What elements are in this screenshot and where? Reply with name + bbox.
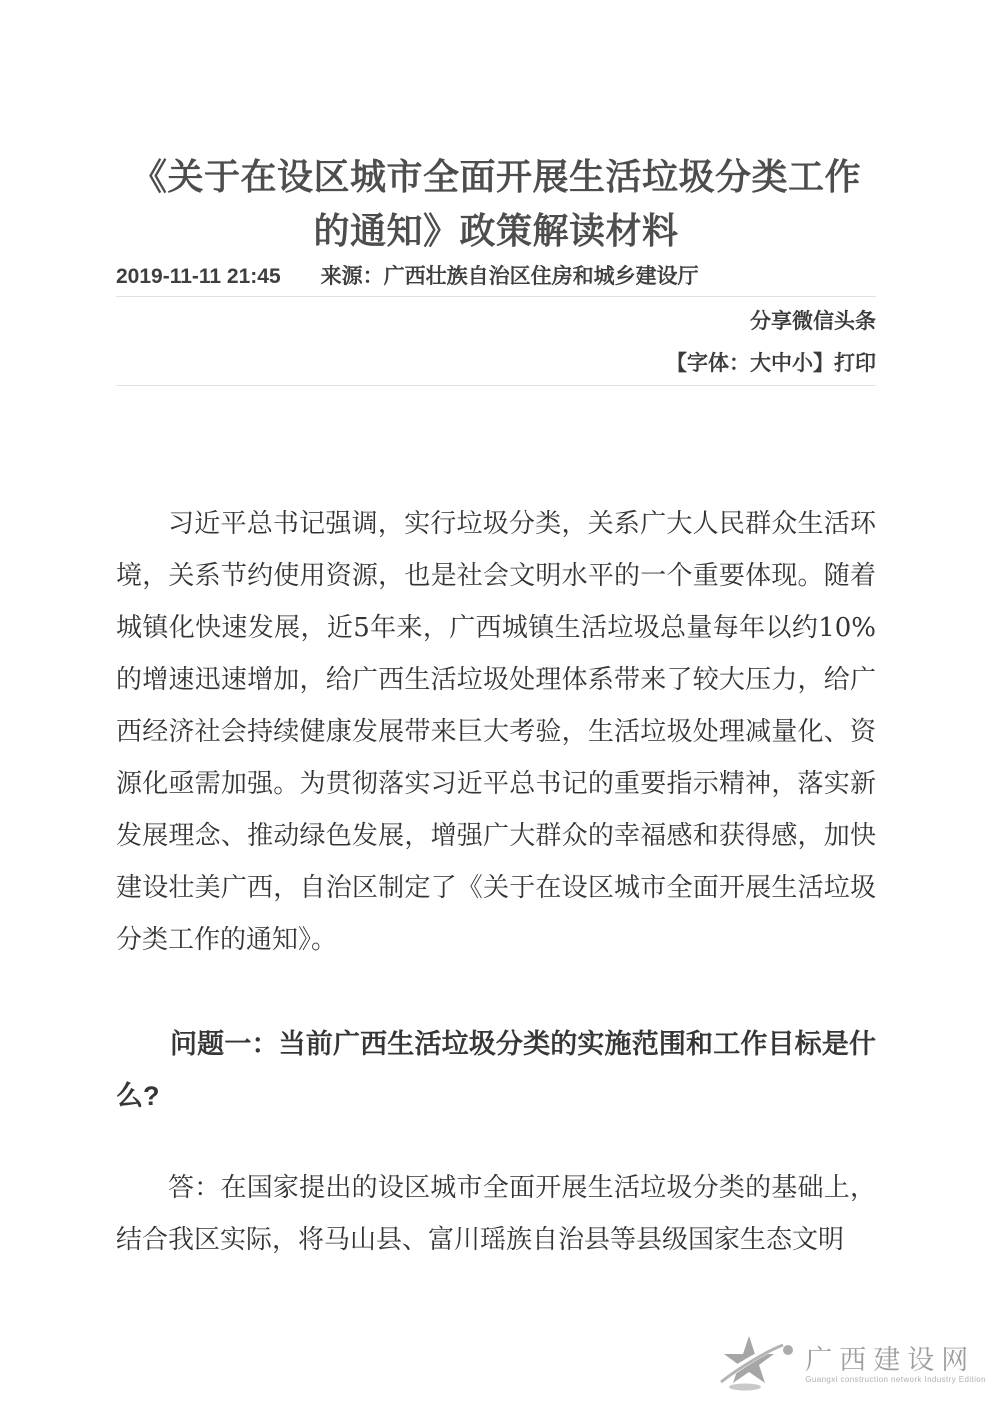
article-paragraph: 习近平总书记强调，实行垃圾分类，关系广大人民群众生活环境，关系节约使用资源，也是社会文明水平的一个重要体现。随着城镇化快速发展，近5年来，广西城镇生活垃圾总量每年以约10%的增速迅速增加，给广西生活垃圾处理体系带来了较大压力，给广西经济社会持续健康发展带来巨大考验，生活垃圾处理减量化、资源化亟需加强。为贯彻落实习近平总书记的重要指示精神，落实新发展理念、推动绿色发展，增强广大群众的幸福感和获得感，加快建设壮美广西，自治区制定了《关于在设区城市全面开展生活垃圾分类工作的通知》。 (116, 509, 876, 955)
site-tagline: Guangxi construction network Industry Edition (805, 1374, 986, 1384)
article-page (116, 0, 876, 1266)
article-meta (116, 264, 876, 290)
article-paragraph: 答：在国家提出的设区城市全面开展生活垃圾分类的基础上，结合我区实际，将马山县、富川瑶族自治县等县级国家生态文明 (116, 1173, 876, 1255)
article-question-heading: 问题一：当前广西生活垃圾分类的实施范围和工作目标是什么? (116, 1029, 876, 1111)
font-size-controls[interactable]: 【字体：大中小】 (666, 352, 834, 375)
share-wechat-toutiao-link[interactable]: 分享微信头条 (750, 310, 876, 333)
source-name: 广西壮族自治区住房和城乡建设厅 (383, 265, 699, 288)
share-bar (116, 309, 876, 335)
source-label: 来源： (320, 265, 384, 288)
print-button[interactable]: 打印 (834, 352, 876, 375)
divider-bottom (116, 385, 876, 386)
star-logo-icon (715, 1334, 799, 1397)
site-name: 广西建设网 (805, 1344, 976, 1376)
divider-top (116, 296, 876, 297)
page-title: 《关于在设区城市全面开展生活垃圾分类工作的通知》政策解读材料 (130, 156, 861, 251)
site-watermark-logo (715, 1334, 986, 1397)
publish-datetime: 2019-11-11 21:45 (116, 265, 281, 288)
font-print-bar (116, 351, 876, 377)
